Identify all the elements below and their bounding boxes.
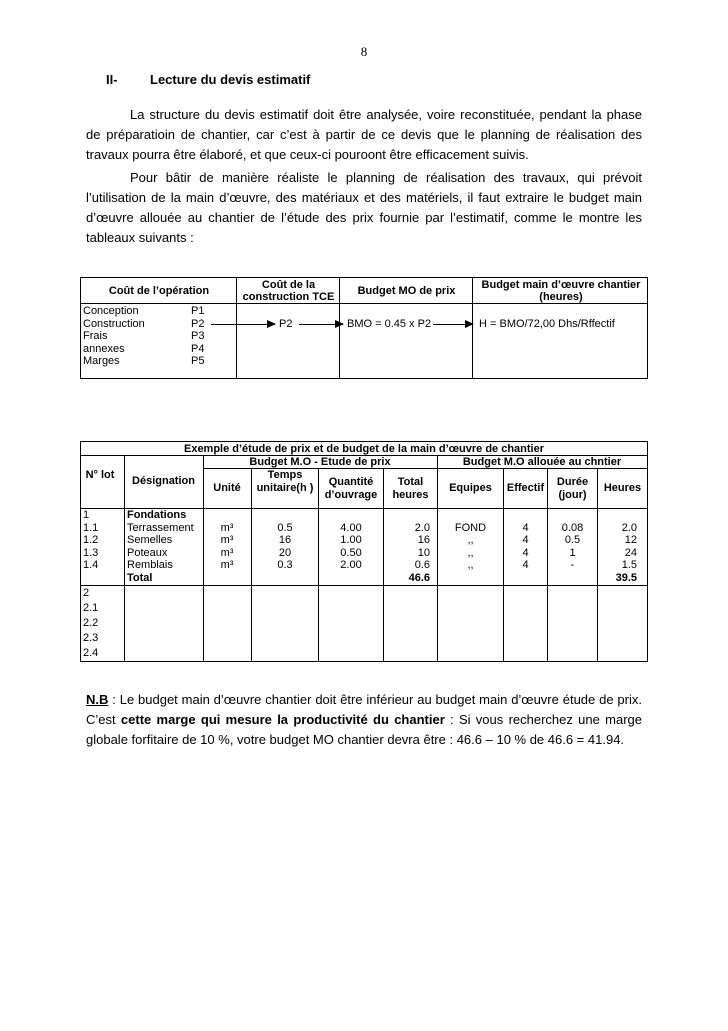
- hours-formula: H = BMO/72,00 Dhs/Rffectif: [479, 318, 615, 330]
- duration-column: [548, 522, 597, 572]
- designation-column: [127, 509, 203, 584]
- headcount-column: [504, 522, 547, 572]
- row-code: P5: [191, 355, 205, 367]
- cell-duration: -: [570, 559, 575, 571]
- cell-unit-time: 0.5: [277, 521, 293, 534]
- cell-hours: 12: [624, 534, 637, 546]
- row-label: Frais: [83, 330, 108, 342]
- header-site-labour-budget: Budget main d’œuvre chantier (heures): [481, 279, 641, 303]
- cell-designation: Semelles: [127, 534, 173, 546]
- row-label: annexes: [83, 342, 125, 355]
- cell-total-hours: 2.0: [414, 521, 430, 534]
- col-unit-time: Temps unitaire(h ): [256, 469, 314, 494]
- cell-team: FOND: [454, 521, 487, 534]
- col-unit: Unité: [213, 482, 241, 494]
- cost-breakdown-table: [80, 277, 648, 379]
- cell-designation: Poteaux: [127, 546, 168, 559]
- bmo-formula: BMO = 0.45 x P2: [347, 318, 432, 330]
- cell-unit-time: 20: [278, 546, 292, 559]
- cell-total-hours: 10: [417, 546, 430, 559]
- nb-text-2: : Si vous recherchez une marge globale forfitaire de 10 %, votre budget MO chantier devra être : 46.6 – 10 % de 46.6 = 41.94.: [86, 712, 642, 747]
- cell-unit-time: 0.3: [277, 559, 293, 571]
- cell-unit: m³: [220, 521, 234, 534]
- cell-designation-total: Total: [127, 571, 153, 584]
- row-label: Conception: [83, 305, 139, 317]
- group-site-allocated: Budget M.O allouée au chntier: [462, 456, 622, 468]
- cell-headcount: 4: [522, 534, 529, 546]
- unit-column: [203, 522, 251, 572]
- cell-designation: Fondations: [127, 509, 187, 521]
- cell-headcount: 4: [522, 521, 529, 534]
- cell-quantity: 1.00: [340, 534, 362, 546]
- operation-codes: [191, 305, 204, 368]
- cell-hours: 1.5: [621, 559, 637, 571]
- row-label: Marges: [83, 355, 120, 367]
- cell-quantity: 0.50: [340, 546, 362, 559]
- cell-lot: 2.4: [83, 647, 99, 659]
- arrow-icon: [433, 324, 473, 325]
- price-study-table: [80, 441, 648, 662]
- cell-team: ,,: [467, 559, 474, 571]
- cell-lot: 2: [83, 587, 90, 599]
- cell-duration: 0.08: [561, 521, 584, 534]
- col-designation: Désignation: [132, 475, 195, 487]
- row-code: P3: [191, 330, 205, 342]
- cell-lot: 1.2: [83, 534, 99, 546]
- nb-label: N.B: [86, 692, 109, 707]
- cell-designation: Remblais: [127, 559, 173, 571]
- section-heading: [106, 72, 310, 87]
- cell-lot: 2.3: [83, 632, 99, 644]
- header-operation-cost: Coût de l’opération: [108, 285, 210, 297]
- quantity-column: [319, 522, 383, 572]
- tce-value: P2: [279, 318, 293, 330]
- col-teams: Equipes: [449, 482, 492, 494]
- cell-lot: 1.1: [83, 521, 99, 534]
- cell-duration: 0.5: [564, 534, 581, 546]
- nb-note: [86, 690, 642, 750]
- paragraph-2: Pour bâtir de manière réaliste le planning de réalisation des travaux, qui prévoit l’utilisation de la main d’œuvre, des matériaux et des matériels, il faut extraire le budget main d’œuvre allouée au chantier de l’étude des prix fournie par l’estimatif, comme le montre les tableaux suivants :: [86, 170, 642, 245]
- cell-headcount: 4: [522, 559, 529, 571]
- cell-hours: 24: [624, 546, 637, 559]
- operation-labels: [83, 305, 145, 368]
- cell-quantity: 2.00: [340, 559, 362, 571]
- nb-text-1: : Le budget main d’œuvre chantier doit être inférieur au budget main d’œuvre étude de prix. C’est: [86, 692, 642, 727]
- teams-column: [438, 522, 503, 572]
- cell-headcount: 4: [522, 546, 529, 559]
- cell-unit: m³: [220, 559, 234, 571]
- cell-team: ,,: [467, 534, 474, 546]
- lower-lot-column: [83, 586, 123, 661]
- row-label: Construction: [83, 317, 145, 330]
- cell-lot: 1.3: [83, 546, 99, 559]
- cell-lot: 1: [83, 509, 90, 521]
- row-code: P4: [191, 342, 205, 355]
- cell-unit: m³: [220, 546, 234, 559]
- group-price-study: Budget M.O - Etude de prix: [249, 456, 391, 468]
- cell-duration: 1: [569, 546, 576, 559]
- col-total-hours: Total heures: [392, 476, 429, 501]
- col-lot: N° lot: [85, 469, 115, 481]
- cell-total-hours-sum: 46.6: [408, 571, 430, 584]
- cell-lot: 2.1: [83, 602, 99, 614]
- cell-total-hours: 16: [417, 534, 430, 546]
- col-duration: Durée (jour): [556, 476, 589, 501]
- row-code: P2: [191, 317, 205, 330]
- cell-lot: 1.4: [83, 559, 99, 571]
- cell-unit: m³: [220, 534, 234, 546]
- cell-designation: Terrassement: [127, 521, 194, 534]
- cell-lot: 2.2: [83, 617, 99, 629]
- table2-title: Exemple d’étude de prix et de budget de la main d’œuvre de chantier: [183, 443, 545, 455]
- paragraph-1: La structure du devis estimatif doit être analysée, voire reconstituée, pendant la phase de préparatioin de chantier, car c’est à partir de ce devis que le planning de réalisation des travaux pourra être élaboré, et que ceux-ci pouroont être efficacement suivis.: [86, 107, 642, 162]
- cell-total-hours: 0.6: [414, 559, 430, 571]
- cell-hours: 2.0: [621, 521, 637, 534]
- header-bmo-price: Budget MO de prix: [357, 285, 456, 297]
- header-construction-cost: Coût de la construction TCE: [242, 279, 335, 303]
- total-hours-column: [384, 522, 430, 585]
- arrow-icon: [211, 324, 275, 325]
- arrow-icon: [299, 324, 343, 325]
- col-quantity: Quantité d’ouvrage: [324, 476, 378, 501]
- col-headcount: Effectif: [506, 482, 545, 494]
- cell-team: ,,: [467, 546, 474, 559]
- cell-hours-sum: 39.5: [615, 571, 637, 584]
- nb-bold: cette marge qui mesure la productivité du chantier: [120, 712, 445, 727]
- section-title: Lecture du devis estimatif: [150, 72, 311, 87]
- lot-column: [83, 509, 123, 572]
- cell-unit-time: 16: [278, 534, 292, 546]
- row-code: P1: [191, 305, 205, 317]
- hours-column: [598, 522, 637, 585]
- section-number: II-: [106, 72, 118, 87]
- unit-time-column: [252, 522, 318, 572]
- page-number: 8: [360, 44, 368, 59]
- cell-quantity: 4.00: [340, 521, 362, 534]
- col-hours: Heures: [603, 482, 642, 494]
